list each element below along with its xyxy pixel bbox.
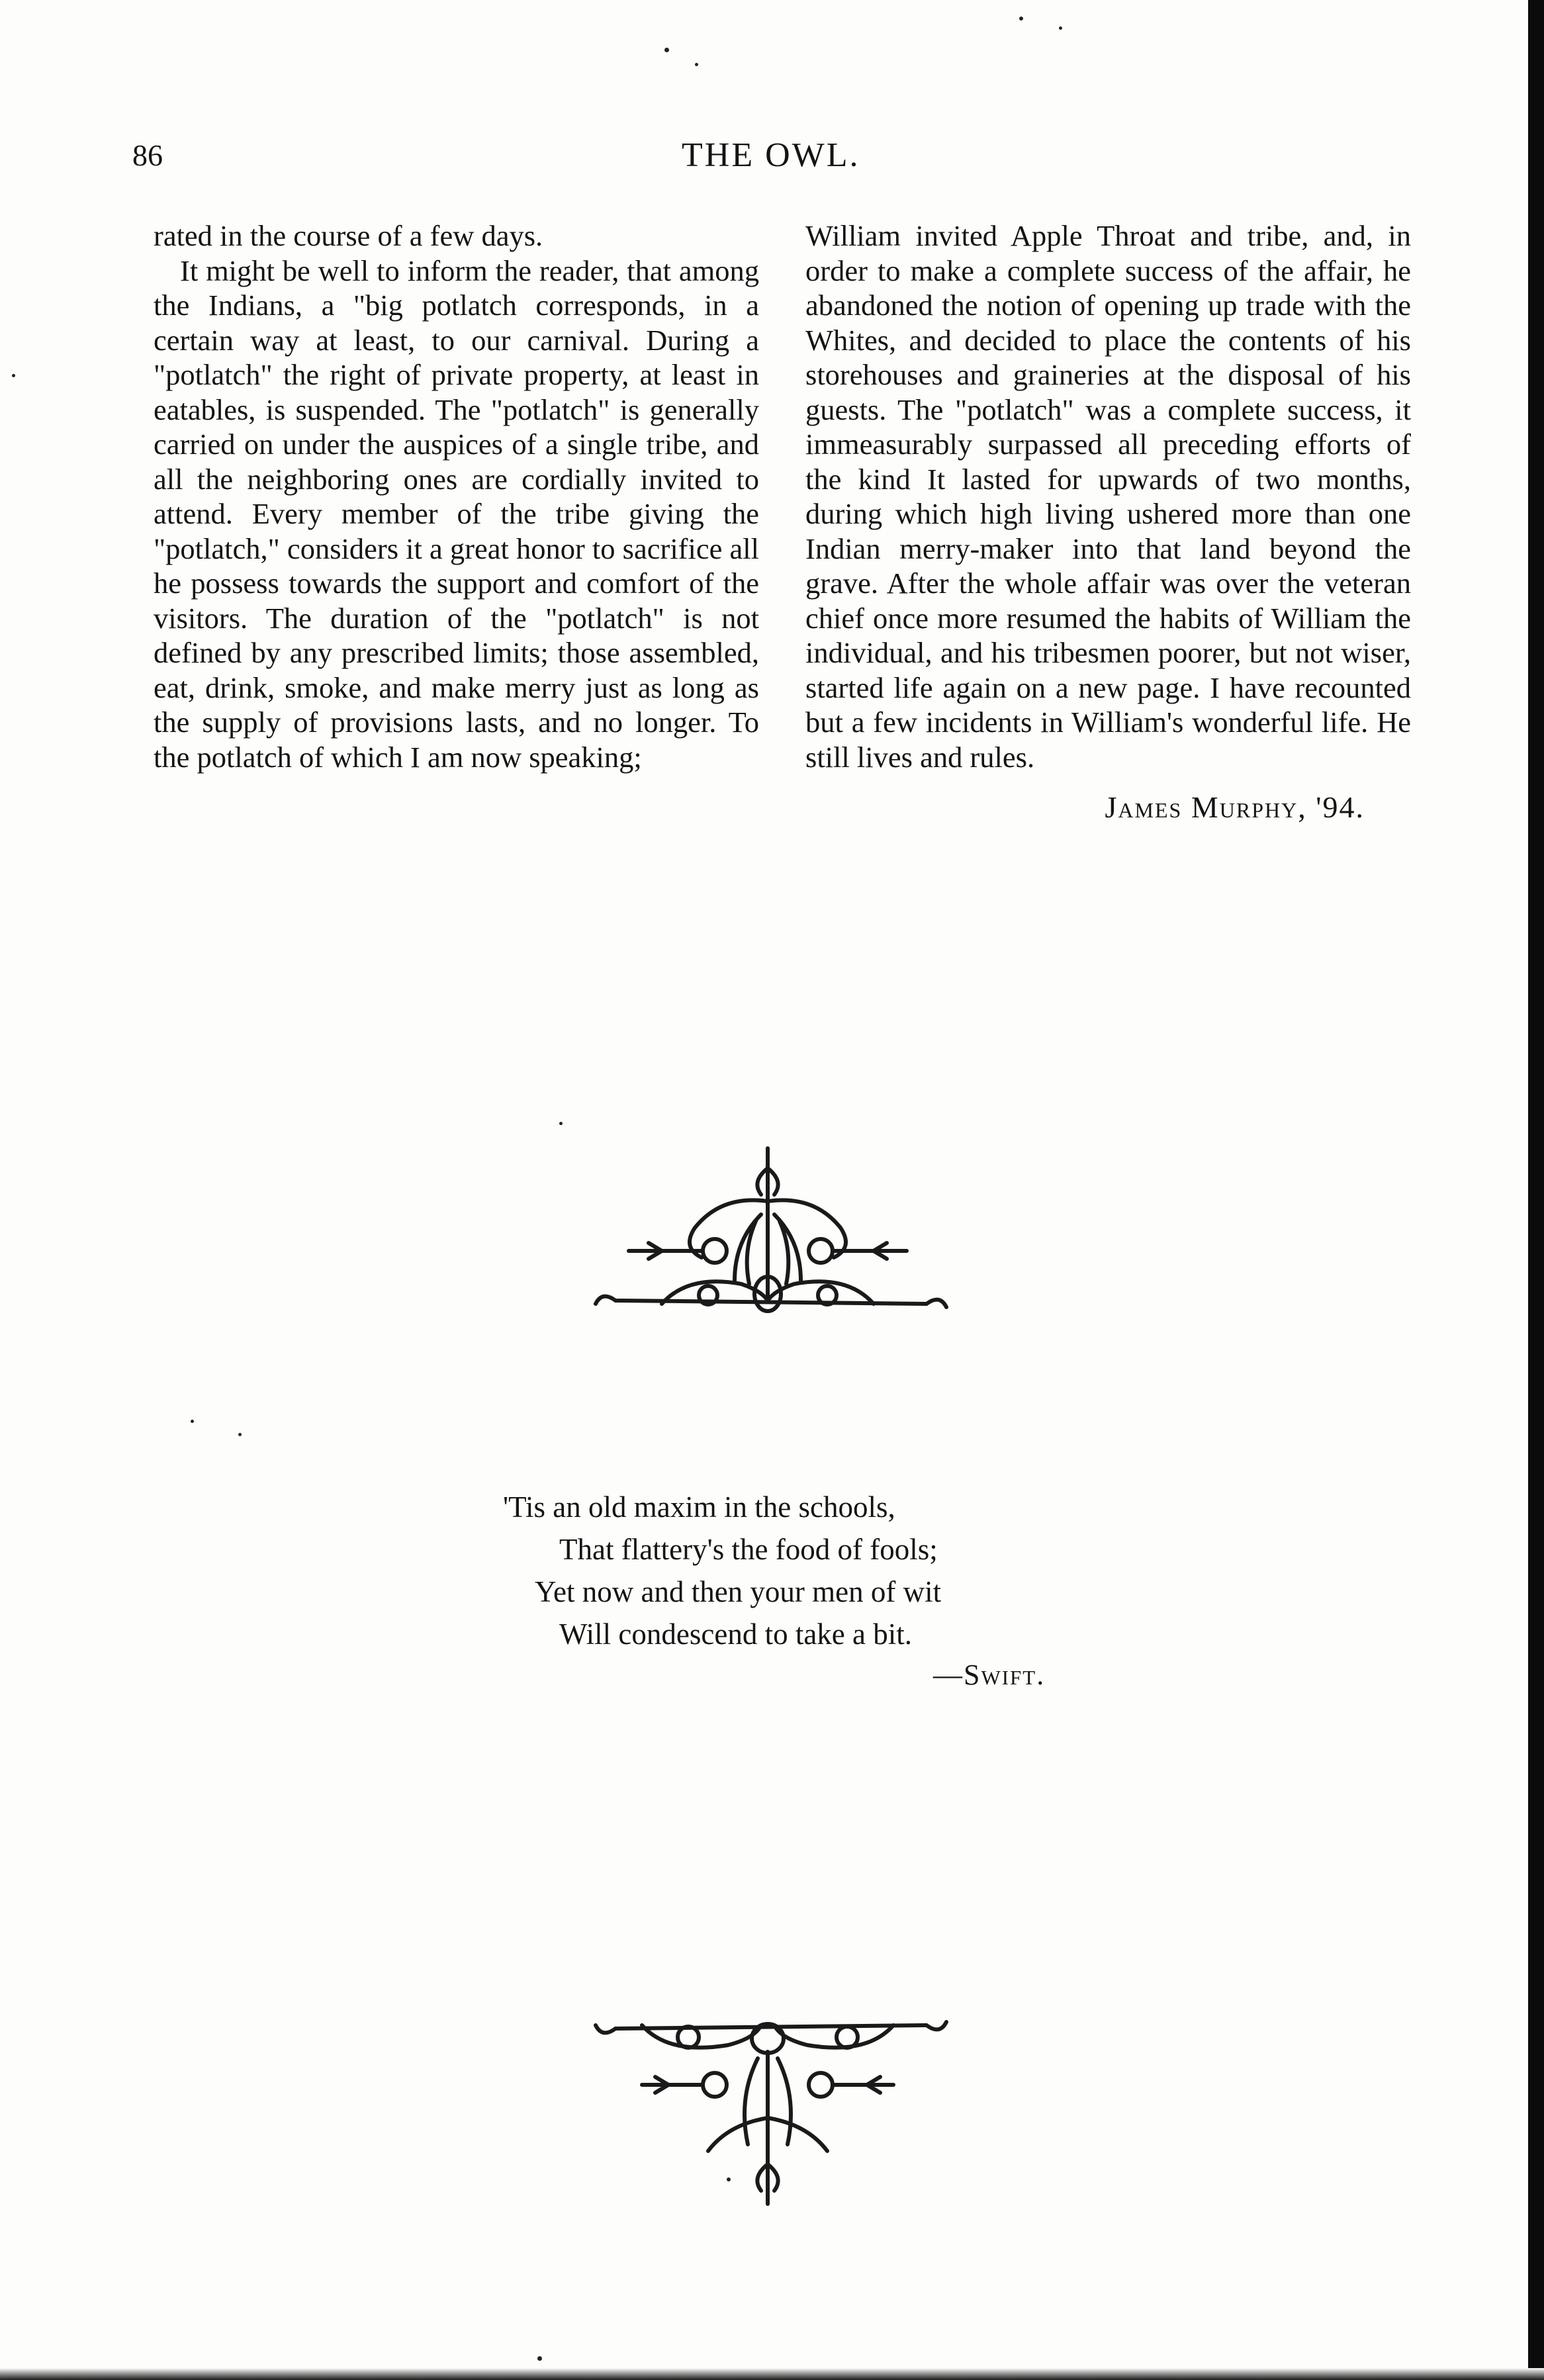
ornament-divider-top (582, 1142, 953, 1320)
running-title: THE OWL. (682, 136, 860, 174)
poem-line-2: That flattery's the food of fools; (559, 1533, 938, 1566)
poem-line-3: Yet now and then your men of wit (535, 1575, 942, 1608)
scan-speck (695, 63, 698, 66)
poem-attribution: —Swift. (933, 1659, 1046, 1691)
left-paragraph-1: rated in the course of a few days. (154, 219, 543, 252)
page-number: 86 (132, 138, 163, 172)
right-column (805, 218, 1411, 825)
right-paragraph-1: William invited Apple Throat and tribe, and, in order to make a complete success of the affair, he abandoned the notion of opening up trade with the Whites, and decided to place the contents of his storehouses and graineries at the disposal of his guests. The "potlatch" was a complete success, it immeasurably surpassed all preceding efforts of the kind It lasted for upwards of two months, during which high living ushered more than one Indian merry-maker into that land beyond the grave. After the whole affair was over the veteran chief once more resumed the habits of William the individual, and his tribesmen poorer, but not wiser, started life again on a new page. I have recounted but a few incidents in William's wonderful life. He still lives and rules. (805, 219, 1411, 774)
scan-speck (238, 1433, 242, 1436)
binding-edge (1528, 0, 1544, 2380)
scan-speck (191, 1420, 194, 1423)
scan-speck (1059, 26, 1062, 30)
scan-speck (12, 374, 15, 377)
scan-speck (559, 1122, 563, 1125)
scan-speck (727, 2177, 731, 2181)
left-column (154, 218, 759, 774)
left-paragraph-2: It might be well to inform the reader, that among the Indians, a "big potlatch corresponds, in a certain way at least, to our carnival. During a "potlatch" the right of private property, at least in eatables, is suspended. The "potlatch" is generally carried on under the auspices of a single tribe, and all the neighboring ones are cordially invited to attend. Every member of the tribe giving the "potlatch," considers it a great honor to sacrifice all he possess towards the support and comfort of the visitors. The duration of the "potlatch" is not defined by any prescribed limits; those assembled, eat, drink, smoke, and make merry just as long as the supply of provisions lasts, and no longer. To the potlatch of which I am now speaking; (154, 253, 759, 774)
poem (503, 1486, 1099, 1655)
page-header (132, 136, 1390, 182)
scan-speck (1019, 17, 1023, 21)
bottom-edge (0, 2368, 1544, 2380)
scan-speck (537, 2356, 542, 2361)
poem-line-4: Will condescend to take a bit. (559, 1618, 913, 1651)
ornament-divider-bottom (582, 2012, 953, 2211)
author-signature: James Murphy, '94. (1105, 790, 1365, 824)
poem-line-1: 'Tis an old maxim in the schools, (503, 1490, 895, 1524)
scan-speck (664, 48, 669, 52)
